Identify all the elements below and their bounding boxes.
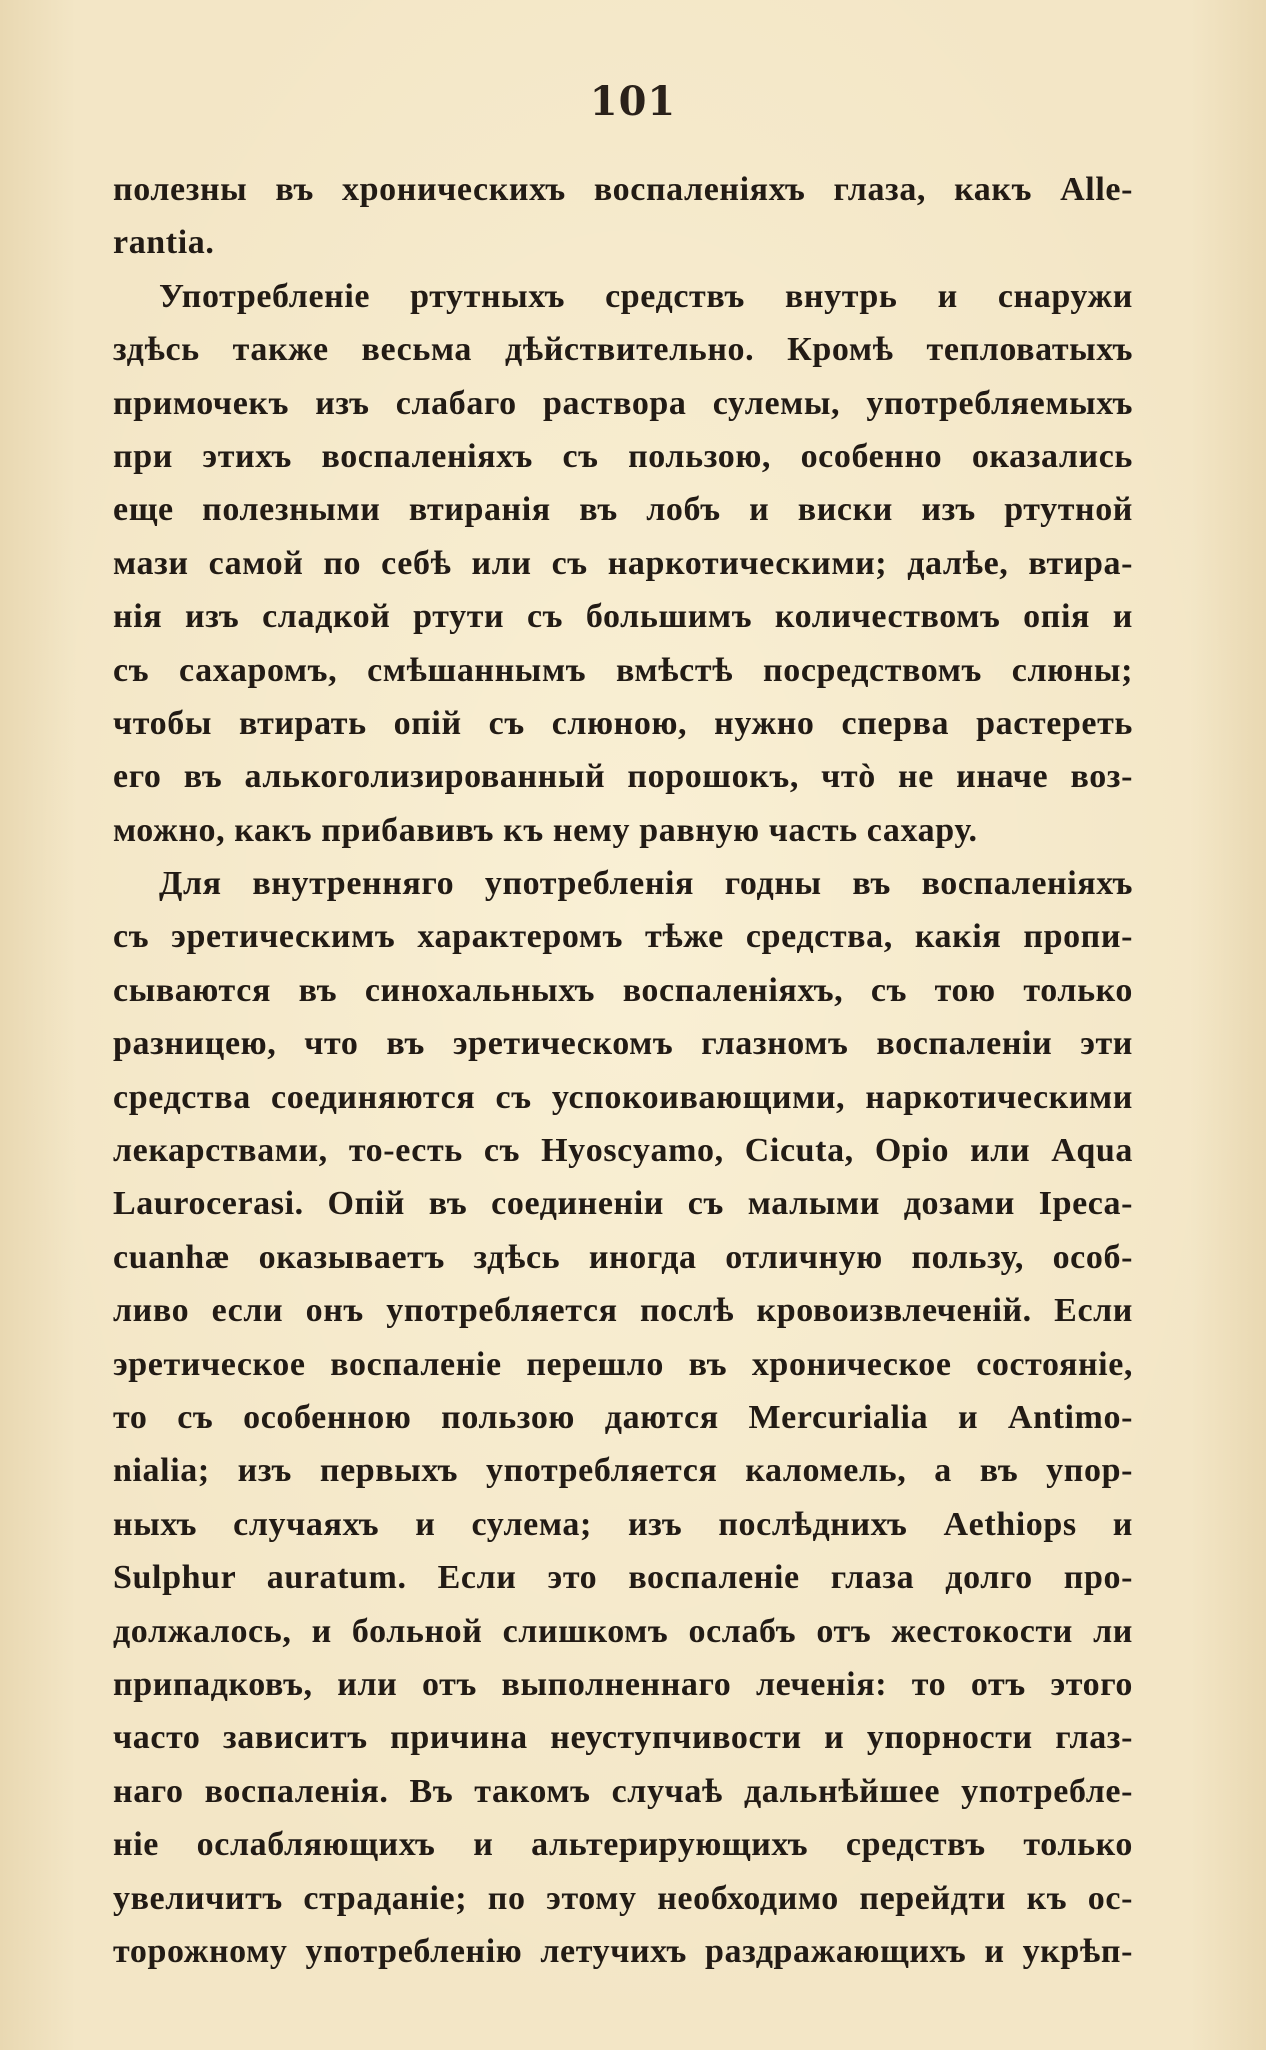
body-text	[113, 163, 1133, 1978]
text-line: мази самой по себѣ или съ наркотическими; далѣе, втира-	[113, 544, 1133, 582]
text-line: здѣсь также весьма дѣйствительно. Кромѣ тепловатыхъ	[113, 331, 1133, 369]
text-line: Sulphur auratum. Если это воспаленіе глаза долго про-	[113, 1559, 1133, 1597]
text-line: Laurocerasi. Опій въ соединеніи съ малыми дозами Ipeca-	[113, 1185, 1133, 1223]
text-line: еще полезными втиранія въ лобъ и виски изъ ртутной	[113, 491, 1133, 529]
text-line: при этихъ воспаленіяхъ съ пользою, особенно оказались	[113, 437, 1133, 475]
text-line: нія изъ сладкой ртути съ большимъ количествомъ опія и	[113, 598, 1133, 636]
text-line: торожному употребленію летучихъ раздражающихъ и укрѣп-	[113, 1932, 1133, 1970]
text-line: ливо если онъ употребляется послѣ кровоизвлеченій. Если	[113, 1292, 1133, 1330]
text-line: увеличитъ страданіе; по этому необходимо перейдти къ ос-	[113, 1879, 1133, 1917]
text-line: его въ алькоголизированный порошокъ, чтò не иначе воз-	[113, 758, 1133, 796]
text-line: rantia.	[113, 224, 215, 262]
text-line: припадковъ, или отъ выполненнаго леченія: то отъ этого	[113, 1665, 1133, 1703]
text-line: часто зависитъ причина неуступчивости и упорности глаз-	[113, 1719, 1133, 1757]
text-line: ніе ослабляющихъ и альтерирующихъ средствъ только	[113, 1826, 1133, 1864]
text-line: Для внутренняго употребленія годны въ воспаленіяхъ	[159, 865, 1133, 903]
text-line: разницею, что въ эретическомъ глазномъ воспаленіи эти	[113, 1025, 1133, 1063]
text-line: примочекъ изъ слабаго раствора сулемы, употребляемыхъ	[113, 384, 1133, 422]
text-line: должалось, и больной слишкомъ ослабъ отъ жестокости ли	[113, 1612, 1133, 1650]
text-line: полезны въ хроническихъ воспаленіяхъ глаза, какъ Alle-	[113, 171, 1133, 208]
text-line: эретическое воспаленіе перешло въ хроническое состояніе,	[113, 1345, 1133, 1383]
text-line: сываются въ синохальныхъ воспаленіяхъ, съ тою только	[113, 971, 1133, 1009]
text-line: съ эретическимъ характеромъ тѣже средства, какія пропи-	[113, 918, 1133, 956]
text-line: nialia; изъ первыхъ употребляется каломель, а въ упор-	[113, 1452, 1133, 1490]
text-line: средства соединяются съ успокоивающими, наркотическими	[113, 1078, 1133, 1116]
text-line: ныхъ случаяхъ и сулема; изъ послѣднихъ Aethiops и	[113, 1505, 1133, 1543]
text-line: наго воспаленія. Въ такомъ случаѣ дальнѣйшее употребле-	[113, 1772, 1133, 1810]
text-line: съ сахаромъ, смѣшаннымъ вмѣстѣ посредствомъ слюны;	[113, 651, 1133, 689]
text-line: Употребленіе ртутныхъ средствъ внутрь и снаружи	[159, 277, 1133, 315]
page-number: 101	[589, 78, 677, 125]
text-line: то съ особенною пользою даются Mercurialia и Antimo-	[113, 1398, 1133, 1436]
text-line: можно, какъ прибавивъ къ нему равную часть сахару.	[113, 811, 978, 849]
text-line: cuanhæ оказываетъ здѣсь иногда отличную пользу, особ-	[113, 1238, 1133, 1276]
text-line: чтобы втирать опій съ слюною, нужно сперва растереть	[113, 704, 1133, 742]
text-line: лекарствами, то-есть съ Hyoscyamo, Cicuta, Opio или Aqua	[113, 1132, 1133, 1170]
